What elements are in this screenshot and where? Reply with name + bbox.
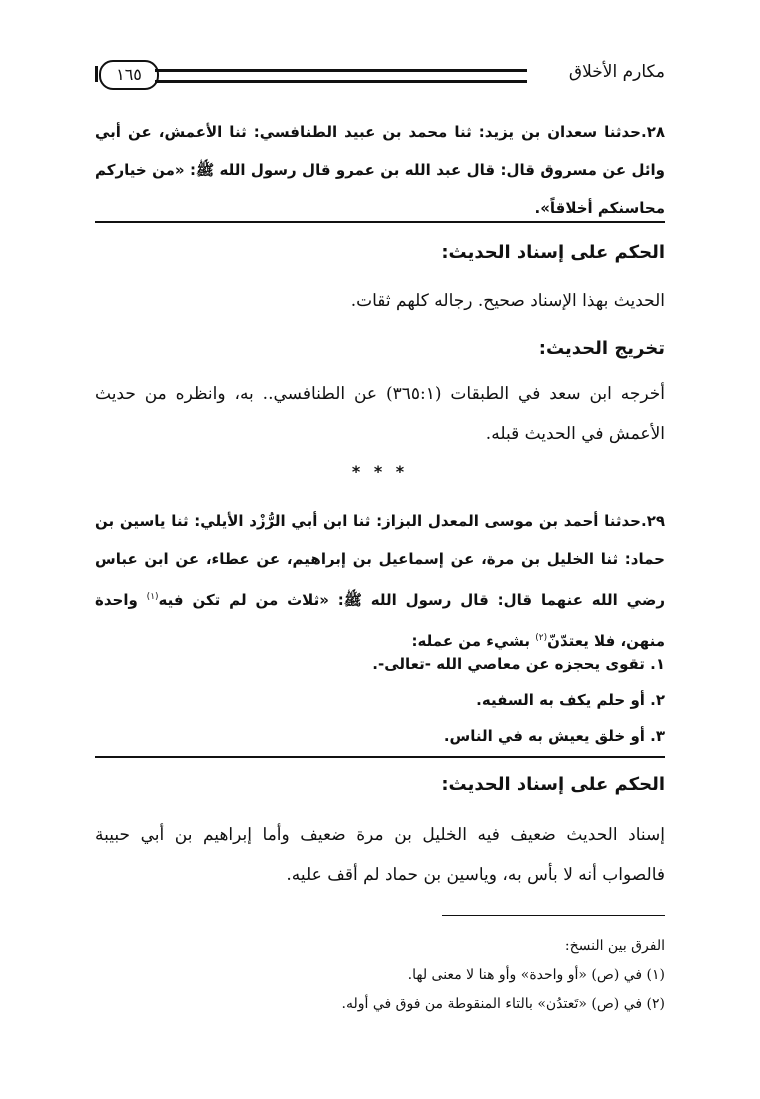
page-number: ١٦٥ <box>99 60 159 90</box>
hadith-number: ٢٨. <box>640 123 665 141</box>
takhrij-text: أخرجه ابن سعد في الطبقات (٣٦٥:١) عن الطنافسي.. به، وانظره من حديث الأعمش في الحديث قبله. <box>95 384 665 444</box>
book-title: مكارم الأخلاق <box>568 62 665 82</box>
hadith-text: حدثنا أحمد بن موسى المعدل البزاز: ثنا ابن أبي الرُّزْد الأيلي: ثنا ياسين بن حماد: ثنا الخليل بن مرة، عن إسماعيل بن إبراهيم، عن عطاء، عن ابن عباس رضي الله عنهما قال: قال رسول الله ﷺ: «ثلاث من لم تكن فيه <box>95 512 665 609</box>
isnad-ruling: الحديث بهذا الإسناد صحيح. رجاله كلهم ثقات. <box>350 291 665 311</box>
isnad-ruling: إسناد الحديث ضعيف فيه الخليل بن مرة ضعيف وأما إبراهيم بن أبي حبيبة فالصواب أنه لا بأس به، وياسين بن حماد لم أقف عليه. <box>95 825 665 885</box>
header-rule-end <box>95 66 98 82</box>
hadith-text: بشيء من عمله: <box>411 632 536 650</box>
list-item: ٣. أو خلق يعيش به في الناس. <box>443 727 665 745</box>
running-header <box>95 60 665 92</box>
section-divider <box>95 756 665 758</box>
footnote-marker: (١) <box>146 592 159 602</box>
isnad-heading: الحكم على إسناد الحديث: <box>441 774 665 795</box>
isnad-heading: الحكم على إسناد الحديث: <box>441 242 665 263</box>
footnote: (٢) في (ص) «تَعتدُن» بالتاء المنقوطة من فوق في أوله. <box>341 996 665 1012</box>
hadith-number: ٢٩. <box>640 512 665 530</box>
hadith-text: واحدة منهن، فلا يعتدّنّ <box>95 591 665 650</box>
footnote-marker: (٢) <box>535 633 548 643</box>
hadith-28 <box>95 113 665 227</box>
list-item: ١. تقوى يحجزه عن معاصي الله -تعالى-. <box>372 655 665 673</box>
hadith-29 <box>95 502 665 660</box>
section-divider <box>95 221 665 223</box>
hadith-text: حدثنا سعدان بن يزيد: ثنا محمد بن عبيد الطنافسي: ثنا الأعمش، عن أبي وائل عن مسروق قال: قال عبد الله بن عمرو قال رسول الله ﷺ: «من خياركم محاسنكم أخلاقاً». <box>95 123 665 217</box>
takhrij-heading: تخريج الحديث: <box>538 338 665 359</box>
section-separator: * * * <box>351 462 409 481</box>
footnotes-title: الفرق بين النسخ: <box>564 938 665 954</box>
footnote: (١) في (ص) «أو واحدة» وأو هنا لا معنى لها. <box>407 967 665 983</box>
list-item: ٢. أو حلم يكف به السفيه. <box>476 691 665 709</box>
hadith-29-list <box>95 646 665 754</box>
footnotes <box>95 932 665 1019</box>
footnote-divider <box>442 915 665 916</box>
header-double-rule <box>155 69 527 83</box>
